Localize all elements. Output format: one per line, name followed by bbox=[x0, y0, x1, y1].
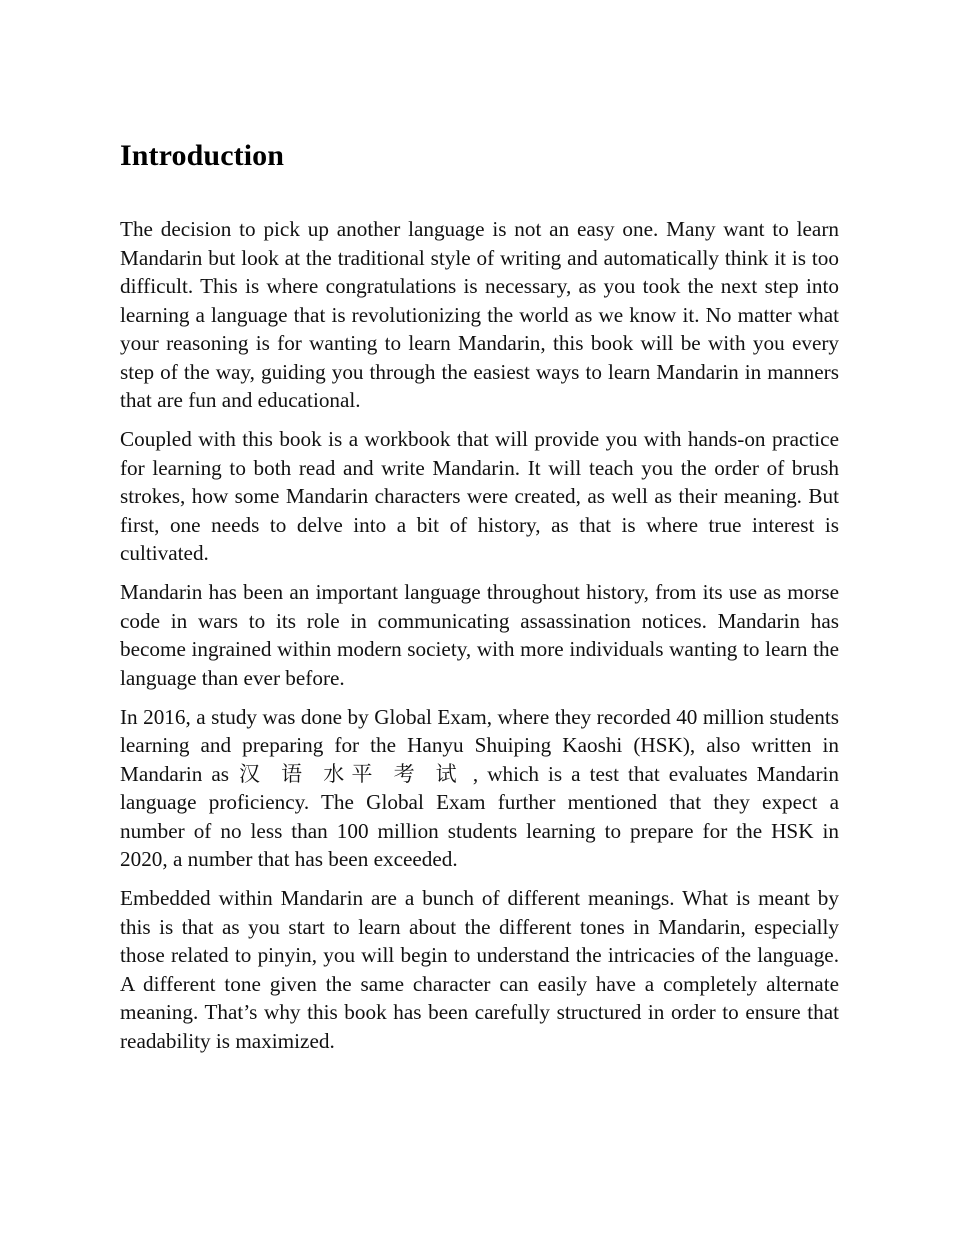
paragraph-4-text-after-cjk: , which is a test that evaluates Mandarin language proficiency. The Global Exam further mentioned that they expect a number of no less than 100 million students learning to prepare for the HSK in 2020, a number that has been exceeded. bbox=[120, 761, 839, 872]
page-content bbox=[120, 138, 839, 1055]
paragraph-2: Coupled with this book is a workbook that will provide you with hands-on practice for learning to both read and write Mandarin. It will teach you the order of brush strokes, how some Mandarin characters were created, as well as their meaning. But first, one needs to delve into a bit of history, as that is where true interest is cultivated. bbox=[120, 427, 839, 566]
paragraph-1: The decision to pick up another language is not an easy one. Many want to learn Mandarin but look at the traditional style of writing and automatically think it is too difficult. This is where congratulations is necessary, as you took the next step into learning a language that is revolutionizing the world as we know it. No matter what your reasoning is for wanting to learn Mandarin, this book will be with you every step of the way, guiding you through the easiest ways to learn Mandarin in manners that are fun and educational. bbox=[120, 217, 839, 413]
page-title: Introduction bbox=[120, 139, 285, 172]
paragraph-4 bbox=[120, 703, 839, 874]
mandarin-hsk-characters: 汉 语 水平 考 试 bbox=[239, 761, 464, 786]
paragraph-3: Mandarin has been an important language throughout history, from its use as morse code in wars to its role in communicating assassination notices. Mandarin has become ingrained within modern society, with more individuals wanting to learn the language than ever before. bbox=[120, 580, 839, 690]
paragraph-4-text-before-cjk: In 2016, a study was done by Global Exam, where they recorded 40 million students learning and preparing for the Hanyu Shuiping Kaoshi (HSK), also written in Mandarin as bbox=[120, 704, 839, 786]
paragraph-5: Embedded within Mandarin are a bunch of different meanings. What is meant by this is that as you start to learn about the different tones in Mandarin, especially those related to pinyin, you will begin to understand the intricacies of the language. A different tone given the same character can easily have a completely alternate meaning. That’s why this book has been carefully structured in order to ensure that readability is maximized. bbox=[120, 886, 839, 1053]
